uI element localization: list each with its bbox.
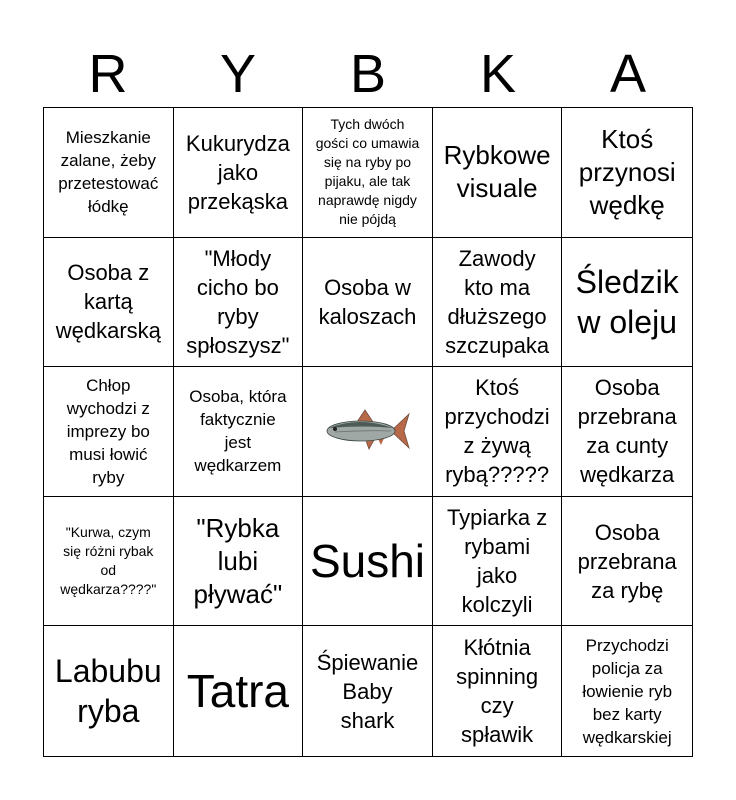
header-letter-r: R bbox=[88, 44, 128, 104]
bingo-cell[interactable] bbox=[44, 626, 174, 756]
cell-text: Osoba, która faktycznie jest wędkarzem bbox=[189, 387, 287, 476]
bingo-cell[interactable] bbox=[44, 497, 174, 627]
bingo-cell[interactable] bbox=[44, 238, 174, 368]
cell-text: Sushi bbox=[309, 535, 426, 588]
bingo-cell[interactable] bbox=[433, 367, 563, 497]
bingo-cell[interactable] bbox=[174, 108, 304, 238]
bingo-cell[interactable] bbox=[303, 108, 433, 238]
bingo-cell[interactable] bbox=[562, 238, 692, 368]
header-letter-b: B bbox=[349, 44, 387, 104]
bingo-cell[interactable] bbox=[562, 367, 692, 497]
cell-text: Osoba przebrana za cunty wędkarza bbox=[577, 375, 677, 488]
header-letter-a: A bbox=[609, 44, 647, 104]
cell-text: Śledzik w oleju bbox=[575, 263, 679, 340]
cell-text: Ktoś przychodzi z żywą rybą????? bbox=[444, 375, 550, 488]
bingo-cell[interactable] bbox=[303, 238, 433, 368]
bingo-cell[interactable] bbox=[433, 497, 563, 627]
bingo-cell[interactable] bbox=[562, 108, 692, 238]
header-letter-y: Y bbox=[219, 44, 257, 104]
bingo-cell[interactable] bbox=[562, 626, 692, 756]
cell-text: Labubu ryba bbox=[54, 653, 162, 730]
bingo-cell[interactable] bbox=[433, 108, 563, 238]
cell-text: "Rybka lubi pływać" bbox=[193, 512, 283, 609]
cell-text: Osoba w kaloszach bbox=[318, 274, 417, 329]
free-space-cell[interactable] bbox=[303, 367, 433, 497]
cell-text: Typiarka z rybami jako kolczyli bbox=[446, 505, 548, 618]
cell-text: Przychodzi policja za łowienie ryb bez karty wędkarskiej bbox=[582, 635, 673, 747]
fish-icon bbox=[321, 407, 413, 455]
cell-text: Kukurydza jako przekąska bbox=[185, 130, 290, 214]
bingo-cell[interactable] bbox=[174, 367, 304, 497]
cell-text: Śpiewanie Baby shark bbox=[316, 649, 419, 733]
bingo-cell[interactable] bbox=[44, 367, 174, 497]
cell-text: Osoba z kartą wędkarską bbox=[55, 260, 161, 344]
cell-text: Kłótnia spinning czy spławik bbox=[456, 635, 539, 748]
fish-eye bbox=[333, 427, 337, 431]
fish-dorsal-fin bbox=[357, 410, 373, 422]
cell-text: "Kurwa, czym się różni rybak od wędkarza????" bbox=[60, 524, 157, 598]
cell-text: Mieszkanie zalane, żeby przetestować łódkę bbox=[58, 128, 159, 217]
cell-text: Chłop wychodzi z imprezy bo musi łowić ryby bbox=[66, 375, 150, 487]
bingo-cell[interactable] bbox=[174, 497, 304, 627]
cell-text: Tych dwóch gości co umawia się na ryby po pijaku, ale tak naprawdę nigdy nie pójdą bbox=[315, 116, 420, 228]
bingo-cell[interactable] bbox=[303, 626, 433, 756]
cell-text: Tatra bbox=[186, 665, 290, 718]
bingo-cell[interactable] bbox=[174, 238, 304, 368]
header-letter-k: K bbox=[479, 44, 517, 104]
bingo-cell[interactable] bbox=[44, 108, 174, 238]
bingo-header bbox=[43, 40, 693, 108]
bingo-cell[interactable] bbox=[562, 497, 692, 627]
bingo-cell[interactable] bbox=[433, 238, 563, 368]
bingo-cell[interactable] bbox=[174, 626, 304, 756]
bingo-cell[interactable] bbox=[433, 626, 563, 756]
bingo-cell[interactable] bbox=[303, 497, 433, 627]
cell-text: Zawody kto ma dłuższego szczupaka bbox=[445, 245, 550, 358]
cell-text: Osoba przebrana za rybę bbox=[577, 519, 677, 603]
cell-text: Rybkowe visuale bbox=[443, 140, 551, 204]
cell-text: Ktoś przynosi wędkę bbox=[578, 123, 676, 220]
bingo-grid bbox=[43, 107, 693, 757]
cell-text: "Młody cicho bo ryby spłoszysz" bbox=[186, 245, 290, 358]
